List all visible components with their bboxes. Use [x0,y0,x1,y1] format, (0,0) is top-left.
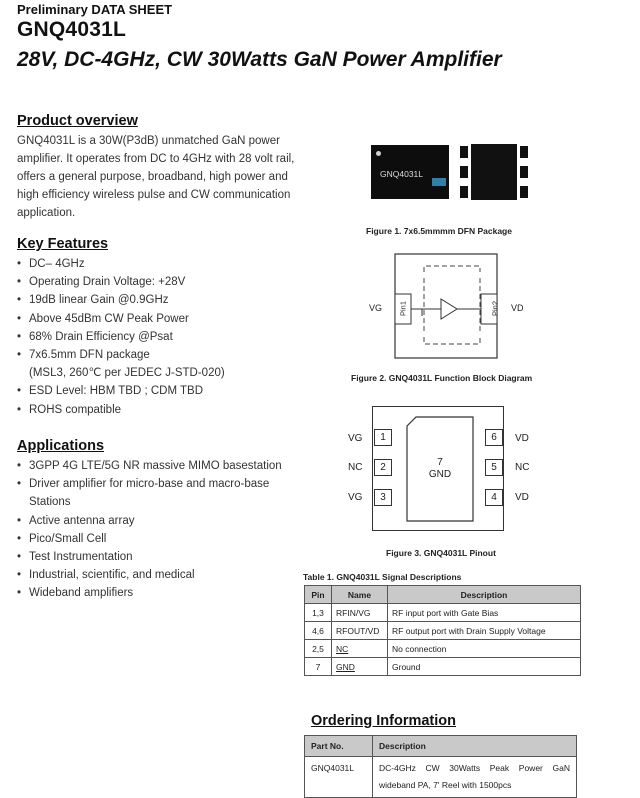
figure1-caption: Figure 1. 7x6.5mmmm DFN Package [366,226,512,236]
chip-marking: GNQ4031L [380,169,423,179]
cell-description: RF input port with Gate Bias [388,604,581,622]
pin-4-box: 4 [485,489,503,506]
package-edge-highlight [432,178,446,186]
package-top-view [371,145,449,199]
table-row [305,658,581,676]
cell-name: RFIN/VG [332,604,388,622]
list-item: Stations [29,496,71,509]
figure3-caption: Figure 3. GNQ4031L Pinout [386,548,496,558]
key-features-list [17,255,297,419]
list-item: • Wideband amplifiers [17,584,302,602]
list-item: • Driver amplifier for micro-base and macro-base [17,475,302,493]
applications-list [17,457,302,603]
cell-part-no: GNQ4031L [305,757,373,798]
table-row [305,640,581,658]
list-item: • 7x6.5mm DFN package [17,346,297,364]
table-row [305,757,577,798]
list-item: • Test Instrumentation [17,548,302,566]
pin-6-name: VD [515,433,529,444]
pin1-dot-icon [376,151,381,156]
list-item: • ROHS compatible [17,401,297,419]
pin-2-name: NC [348,462,363,473]
table-row [305,622,581,640]
ordering-heading: Ordering Information [311,713,456,729]
overview-text: GNQ4031L is a 30W(P3dB) unmatched GaN power amplifier. It operates from DC to 4GHz with 28 volt rail, offers a general purpose, broadband, high power and high efficiency wireless pulse and CW communication application. [17,135,295,219]
table-header-row [305,736,577,757]
list-item: • Above 45dBm CW Peak Power [17,310,297,328]
cell-name: GND [332,658,388,676]
col-header-pin: Pin [305,586,332,604]
product-subtitle: 28V, DC-4GHz, CW 30Watts GaN Power Amplifier [17,48,502,71]
list-item: • 19dB linear Gain @0.9GHz [17,291,297,309]
list-item: • DC– 4GHz [17,255,297,273]
list-item: • Pico/Small Cell [17,530,302,548]
key-features-heading: Key Features [17,236,109,252]
cell-name: RFOUT/VD [332,622,388,640]
pin-3-name: VG [348,492,363,503]
cell-description: RF output port with Drain Supply Voltage [388,622,581,640]
list-item: • 68% Drain Efficiency @Psat [17,328,297,346]
pin-2-box: 2 [374,459,392,476]
pin-5-box: 5 [485,459,503,476]
figure2-caption: Figure 2. GNQ4031L Function Block Diagram [351,373,533,383]
col-header-description: Description [388,586,581,604]
signal-description-table [304,585,581,676]
pin-7-name: GND [428,469,452,480]
col-header-name: Name [332,586,388,604]
cell-pin: 2,5 [305,640,332,658]
diagram-vd-label: VD [511,303,524,313]
function-block-diagram [362,252,532,364]
table-header-row [305,586,581,604]
cell-pin: 7 [305,658,332,676]
applications-heading: Applications [17,438,105,454]
overview-heading: Product overview [17,113,138,129]
pin-1-name: VG [348,433,363,444]
list-item: • Active antenna array [17,512,302,530]
list-item: • ESD Level: HBM TBD ; CDM TBD [17,382,297,400]
pin-3-box: 3 [374,489,392,506]
cell-pin: 1,3 [305,604,332,622]
col-header-part-no: Part No. [305,736,373,757]
pin-5-name: NC [515,462,530,473]
cell-description: No connection [388,640,581,658]
signal-table-caption: Table 1. GNQ4031L Signal Descriptions [303,572,462,582]
diagram-pin2-label: Pin2 [490,301,500,317]
cell-description: DC-4GHz CW 30Watts Peak Power GaN wideband PA, 7' Reel with 1500pcs [373,757,577,798]
list-item: • Industrial, scientific, and medical [17,566,302,584]
package-bottom-view [460,142,528,202]
pin-7-number: 7 [437,457,443,468]
cell-pin: 4,6 [305,622,332,640]
list-item: (MSL3, 260℃ per JEDEC J-STD-020) [29,367,225,380]
pin-6-box: 6 [485,429,503,446]
part-number-title: GNQ4031L [17,18,126,41]
diagram-pin1-label: Pin1 [398,301,408,317]
diagram-vg-label: VG [369,303,383,313]
pin-4-name: VD [515,492,529,503]
cell-name: NC [332,640,388,658]
col-header-description: Description [373,736,577,757]
ordering-table [304,735,577,798]
list-item: • Operating Drain Voltage: +28V [17,273,297,291]
cell-description: Ground [388,658,581,676]
table-row [305,604,581,622]
document-type: Preliminary DATA SHEET [17,2,173,17]
pin-1-box: 1 [374,429,392,446]
list-item: • 3GPP 4G LTE/5G NR massive MIMO basestation [17,457,302,475]
